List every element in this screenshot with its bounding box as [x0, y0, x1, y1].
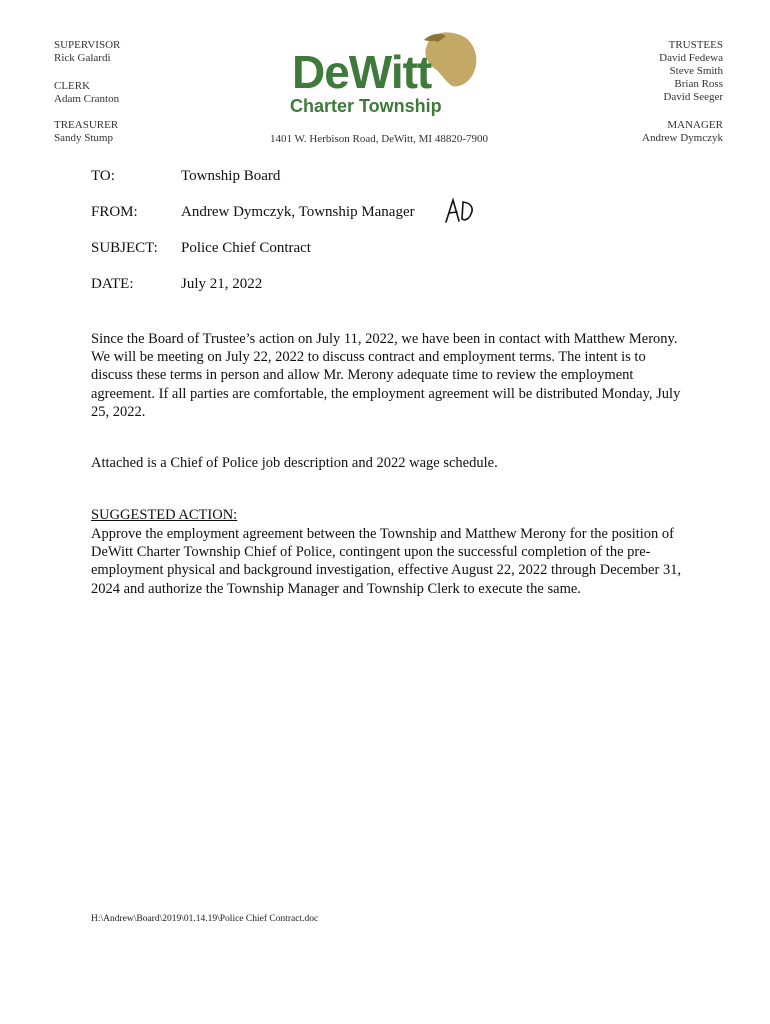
memo-subject-row: [91, 240, 311, 257]
township-address: 1401 W. Herbison Road, DeWitt, MI 48820-7900: [270, 133, 489, 145]
logo-wordmark: DeWitt: [292, 46, 432, 98]
treasurer-name: Sandy Stump: [54, 132, 113, 144]
to-value: Township Board: [181, 168, 281, 184]
subject-label: SUBJECT:: [91, 240, 158, 256]
trustee-name: Steve Smith: [669, 65, 723, 77]
logo-subtitle: Charter Township: [290, 96, 442, 116]
dewitt-logo: [284, 28, 480, 116]
supervisor-name: Rick Galardi: [54, 52, 111, 64]
trustees-block: [659, 39, 723, 104]
date-value: July 21, 2022: [181, 276, 263, 292]
memo-date-row: [91, 276, 262, 293]
clerk-title: CLERK: [54, 80, 91, 92]
handwritten-initials-signature: [443, 194, 477, 228]
supervisor-block: [54, 39, 120, 65]
to-label: TO:: [91, 168, 115, 184]
supervisor-title: SUPERVISOR: [54, 39, 121, 51]
manager-block: [642, 119, 723, 145]
trustee-name: David Seeger: [663, 91, 723, 103]
treasurer-title: TREASURER: [54, 119, 119, 131]
body-paragraph-1: Since the Board of Trustee’s action on July 11, 2022, we have been in contact with Matthew Merony. We will be meeting on July 22, 2022 to discuss contract and employment terms. The intent is to discuss these terms in person and allow Mr. Merony adequate time to review the employment agreement. If all parties are comfortable, the employment agreement will be distributed Monday, July 25, 2022.: [91, 331, 681, 420]
clerk-name: Adam Cranton: [54, 93, 120, 105]
trustees-title: TRUSTEES: [668, 39, 723, 51]
memo-to-row: [91, 168, 280, 185]
treasurer-block: [54, 119, 118, 145]
memo-from-row: [91, 204, 415, 221]
from-value: Andrew Dymczyk, Township Manager: [181, 204, 415, 220]
suggested-action-heading: SUGGESTED ACTION:: [91, 507, 238, 523]
date-label: DATE:: [91, 276, 134, 292]
from-label: FROM:: [91, 204, 138, 220]
subject-value: Police Chief Contract: [181, 240, 311, 256]
clerk-block: [54, 80, 119, 106]
suggested-action-text: Approve the employment agreement between the Township and Matthew Merony for the position of DeWitt Charter Township Chief of Police, contingent upon the successful completion of the pre-employment physical and background investigation, effective August 22, 2022 through December 31, 2024 and authorize the Township Manager and Township Clerk to execute the same.: [91, 526, 682, 597]
body-paragraph-2: Attached is a Chief of Police job description and 2022 wage schedule.: [91, 455, 498, 471]
trustee-name: David Fedewa: [659, 52, 723, 64]
trustee-name: Brian Ross: [674, 78, 723, 90]
file-path-footer: H:\Andrew\Board\2019\01.14.19\Police Chief Contract.doc: [91, 914, 319, 924]
manager-title: MANAGER: [667, 119, 723, 131]
manager-name: Andrew Dymczyk: [642, 132, 723, 144]
